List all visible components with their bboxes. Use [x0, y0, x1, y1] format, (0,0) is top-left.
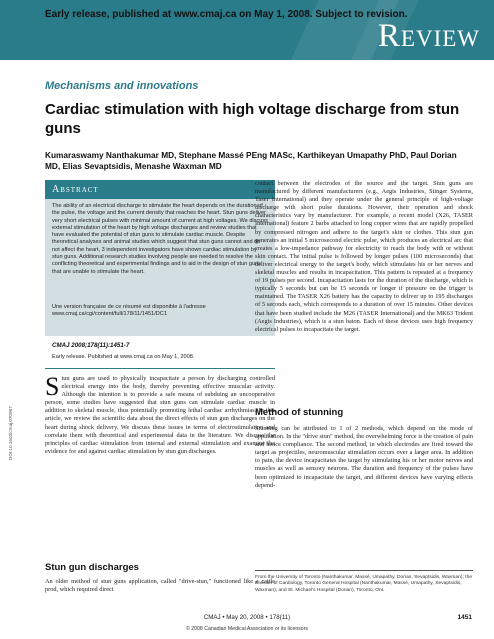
divider	[45, 368, 275, 369]
release-notice: Early release, published at www.cmaj.ca on May 1, 2008. Subject to revision.	[45, 9, 408, 20]
affiliations: From the University of Toronto (Nanthakumar, Massé, Umapathy, Dorian, Sevaptsidis, Waxman); the Division of Cardiology, Toronto General Hospital (Nanthakumar, Massé, Umapathy, Sevaptsidis, Waxman); and St. Michael's Hospital (Dorian), Toronto, Ont.	[255, 575, 473, 593]
discharges-paragraph: An older method of stun guns application, called "drive-stun," functioned like a cattle prod, which required direct	[45, 578, 275, 594]
method-paragraph: Stunning can be attributed to 1 of 2 methods, which depend on the mode of application. In the "drive stun" method, the overwhelming force is the creation of pain and hence compliance. The second method, in which electrodes are fired toward the target as projectiles, neuromuscular stimulation occurs over a larger area. In addition to pain, the device incapacitates the target by stimulating his or her motor nerves and muscles as well as sensory neurons. The duration and frequency of the pulses have been optimized to incapacitate the target, and different devices have varying effects depend-	[255, 425, 473, 489]
author-list: Kumaraswamy Nanthakumar MD, Stephane Massé PEng MASc, Karthikeyan Umapathy PhD, Paul Dorian MD, Elias Sevaptsidis, Menashe Waxman MD	[45, 150, 457, 171]
abstract-text: The ability of an electrical discharge to stimulate the heart depends on the duration of the pulse, the voltage and the current density that reaches the heart. Stun guns deliver very short electrical pulses with minimal amount of current at high voltages. We discuss external stimulation of the heart by high voltage discharges and review studies that have evaluated the potential of stun guns to stimulate cardiac muscle. Despite theoretical analyses and animal studies which suggest that stun guns cannot and do not affect the heart, 3 independent investigators have shown cardiac stimulation by stun guns. Additional research studies involving people are needed to resolve the conflicting theoretical and experimental findings and to aid in the design of stun guns that are unable to stimulate the heart.	[52, 203, 268, 275]
abstract-heading: Abstract	[45, 180, 275, 199]
page-number: 1451	[457, 614, 472, 621]
intro-text: tun guns are used to physically incapacitate a person by discharging controlled electrical energy into the body, thereby preventing effective muscular activity. Although the intention is to provide a safe means of subduing an uncooperative person, some studies have suggested that stun guns can stimulate cardiac muscle in addition to skeletal muscle, thus potentially promoting lethal cardiac arrhythmias. In this article, we review the scientific data about the direct effects of stun gun discharges on the heart during shock delivery. We discuss these issues in terms of electrostimulation and correlate them with theoretical and experimental data in the literature. We discuss the principles of cardiac stimulation from internal and external stimulation and examine the evidence for and against cardiac stimulation by stun gun discharges.	[45, 375, 275, 455]
heading-method-of-stunning: Method of stunning	[255, 407, 344, 418]
doi-sidebar: DOI:10.1503/cmaj.070987	[8, 406, 13, 460]
article-title: Cardiac stimulation with high voltage discharge from stun guns	[45, 101, 460, 137]
right-column-paragraph: contact between the electrodes of the source and the target. Stun guns are manufactured by different manufacturers (e.g., Aegis Industries, Stinger Systems, Taser International) and they operate under the general principle of high-voltage discharge with short pulse durations. However, their operation and shock characteristics vary by manufacturer. For example, a recent model (X26, TASER International) feature 2 barbs attached to long copper wires that are rapidly propelled by compressed nitrogen and adhere to the target's skin or clothes. This stun gun generates an initial 5 microsecond electric pulse, which produces an electrical arc that creates a low-impedance pathway for electricity to reach the body with or without skin contact. The initial pulse is followed by longer pulses (100 microseconds) that deliver electrical energy to the target's body, which stimulates his or her nerves and skeletal muscles and results in incapacitation. This pattern is repeated at a frequency of 19 pulses per second. Incapacitation lasts for the duration of the discharge, which is typically 5 seconds but can be 15 seconds or longer if pressure on the trigger is maintained. The TASER X26 battery has the capacity to deliver up to 195 discharges of 5 seconds each, which corresponds to a duration of over 15 minutes. Other devices that have been studied include the M26 (TASER International) and the MK63 Trident (Aegis Industries), which is a stun baton. Each of these devices uses high frequency electrical pulses to incapacitate the target.	[255, 180, 473, 333]
citation: CMAJ 2008;178(11):1451-7	[52, 342, 130, 349]
affiliation-divider	[255, 570, 473, 571]
article-category: Mechanisms and innovations	[45, 80, 199, 92]
heading-stun-gun-discharges: Stun gun discharges	[45, 562, 139, 573]
french-abstract-link[interactable]: Une version française de ce résumé est disponible à l'adresse www.cmaj.ca/cgi/content/full/178/11/1451/DC1	[52, 304, 206, 318]
copyright: © 2008 Canadian Medical Association or its licensors	[185, 626, 309, 632]
early-release-note: Early release. Published at www.cmaj.ca on May 1, 2008.	[52, 354, 195, 360]
drop-cap: S	[45, 372, 60, 401]
intro-paragraph	[45, 372, 275, 456]
footer-journal: CMAJ • May 20, 2008 • 178(11)	[203, 614, 291, 621]
section-name: Review	[377, 18, 480, 54]
